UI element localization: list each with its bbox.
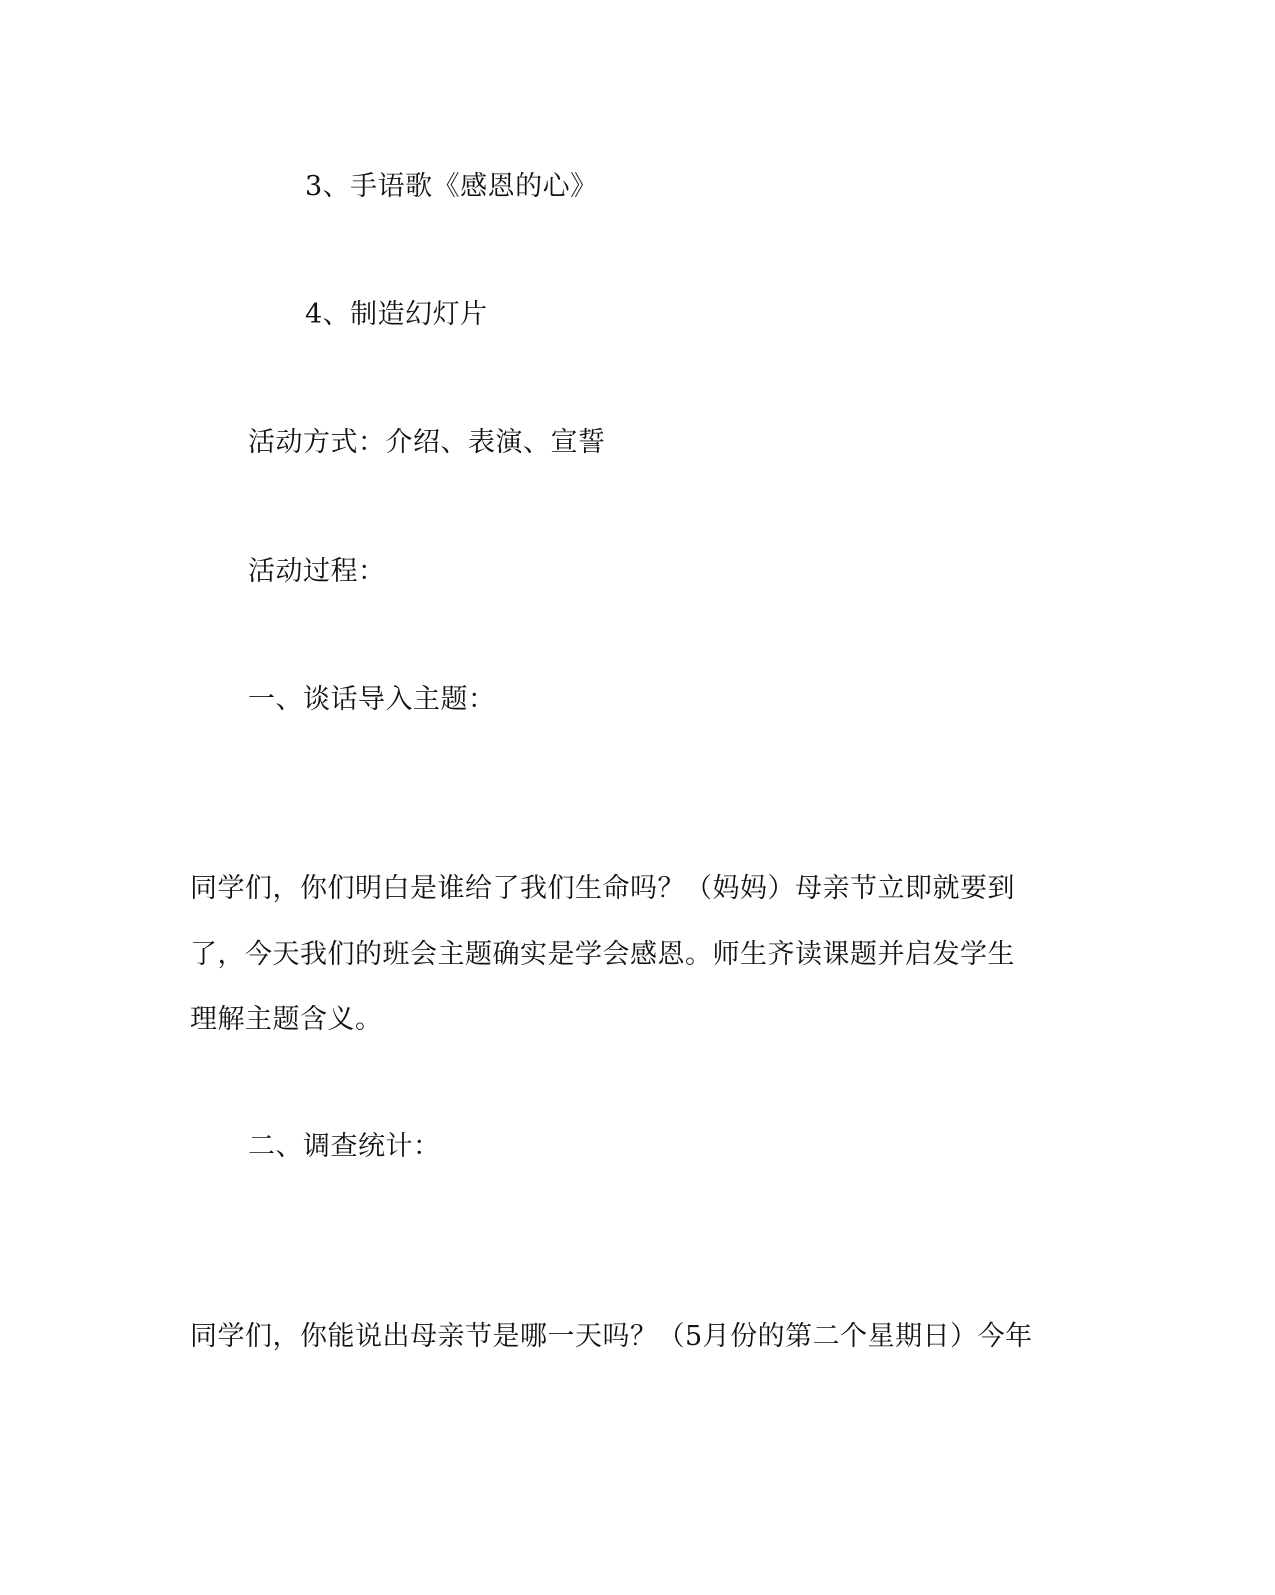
paragraph-1-line-3: 理解主题含义。 bbox=[190, 1004, 383, 1035]
section-1-heading: 一、谈话导入主题： bbox=[248, 684, 496, 715]
activity-process-heading: 活动过程： bbox=[248, 556, 386, 587]
list-item-4: 4、制造幻灯片 bbox=[305, 299, 488, 330]
list-item-3: 3、手语歌《感恩的心》 bbox=[305, 171, 598, 202]
activity-method: 活动方式：介绍、表演、宣誓 bbox=[248, 427, 606, 458]
paragraph-2-line-1: 同学们，你能说出母亲节是哪一天吗？（5月份的第二个星期日）今年 bbox=[190, 1321, 1033, 1352]
section-2-heading: 二、调查统计： bbox=[248, 1131, 441, 1162]
paragraph-1-line-2: 了，今天我们的班会主题确实是学会感恩。师生齐读课题并启发学生 bbox=[190, 939, 1015, 970]
paragraph-1-line-1: 同学们，你们明白是谁给了我们生命吗？（妈妈）母亲节立即就要到 bbox=[190, 873, 1015, 904]
